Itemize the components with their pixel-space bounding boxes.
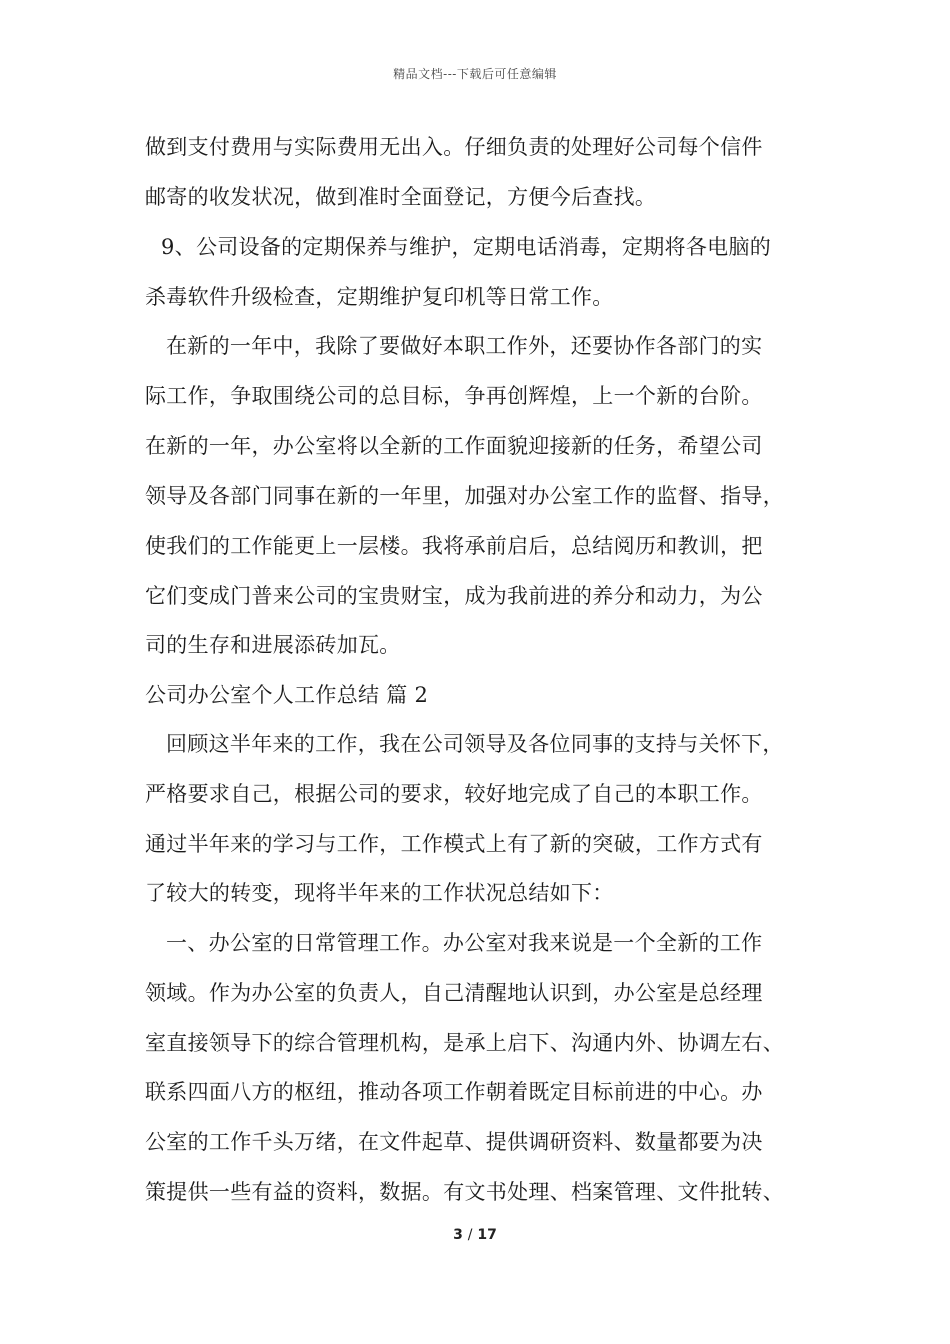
text-line: 领域。作为办公室的负责人，自己清醒地认识到，办公室是总经理 bbox=[145, 981, 763, 1005]
text-line: 司的生存和进展添砖加瓦。 bbox=[145, 633, 401, 657]
text-line: 做到支付费用与实际费用无出入。仔细负责的处理好公司每个信件 bbox=[145, 135, 763, 159]
page-current: 3 bbox=[453, 1227, 463, 1243]
text-line: 通过半年来的学习与工作，工作模式上有了新的突破，工作方式有 bbox=[145, 832, 763, 856]
text-line: 回顾这半年来的工作，我在公司领导及各位同事的支持与关怀下， bbox=[166, 732, 784, 756]
text-line: 际工作，争取围绕公司的总目标，争再创辉煌，上一个新的台阶。 bbox=[145, 384, 763, 408]
page-separator: / bbox=[467, 1227, 473, 1243]
text-line: 严格要求自己，根据公司的要求，较好地完成了自己的本职工作。 bbox=[145, 782, 763, 806]
text-line: 在新的一年，办公室将以全新的工作面貌迎接新的任务，希望公司 bbox=[145, 434, 763, 458]
text-line: 9、公司设备的定期保养与维护，定期电话消毒，定期将各电脑的 bbox=[161, 235, 772, 259]
text-line: 使我们的工作能更上一层楼。我将承前启后，总结阅历和教训，把 bbox=[145, 534, 763, 558]
text-line: 室直接领导下的综合管理机构，是承上启下、沟通内外、协调左右、 bbox=[145, 1031, 784, 1055]
text-line: 邮寄的收发状况，做到准时全面登记，方便今后查找。 bbox=[145, 185, 657, 209]
page-total: 17 bbox=[477, 1227, 497, 1243]
text-line: 领导及各部门同事在新的一年里，加强对办公室工作的监督、指导， bbox=[145, 484, 784, 508]
text-line: 一、办公室的日常管理工作。办公室对我来说是一个全新的工作 bbox=[166, 931, 763, 955]
text-line: 公室的工作千头万绪，在文件起草、提供调研资料、数量都要为决 bbox=[145, 1130, 763, 1154]
section-heading: 公司办公室个人工作总结 篇 2 bbox=[145, 683, 429, 707]
text-line: 它们变成门普来公司的宝贵财宝，成为我前进的养分和动力，为公 bbox=[145, 584, 763, 608]
text-line: 策提供一些有益的资料，数据。有文书处理、档案管理、文件批转、 bbox=[145, 1180, 784, 1204]
text-line: 了较大的转变，现将半年来的工作状况总结如下： bbox=[145, 881, 614, 905]
text-line: 联系四面八方的枢纽，推动各项工作朝着既定目标前进的中心。办 bbox=[145, 1080, 763, 1104]
page-number bbox=[0, 1226, 950, 1244]
text-line: 在新的一年中，我除了要做好本职工作外，还要协作各部门的实 bbox=[166, 334, 763, 358]
text-line: 杀毒软件升级检查，定期维护复印机等日常工作。 bbox=[145, 285, 614, 309]
page-header: 精品文档---下载后可任意编辑 bbox=[393, 67, 557, 81]
